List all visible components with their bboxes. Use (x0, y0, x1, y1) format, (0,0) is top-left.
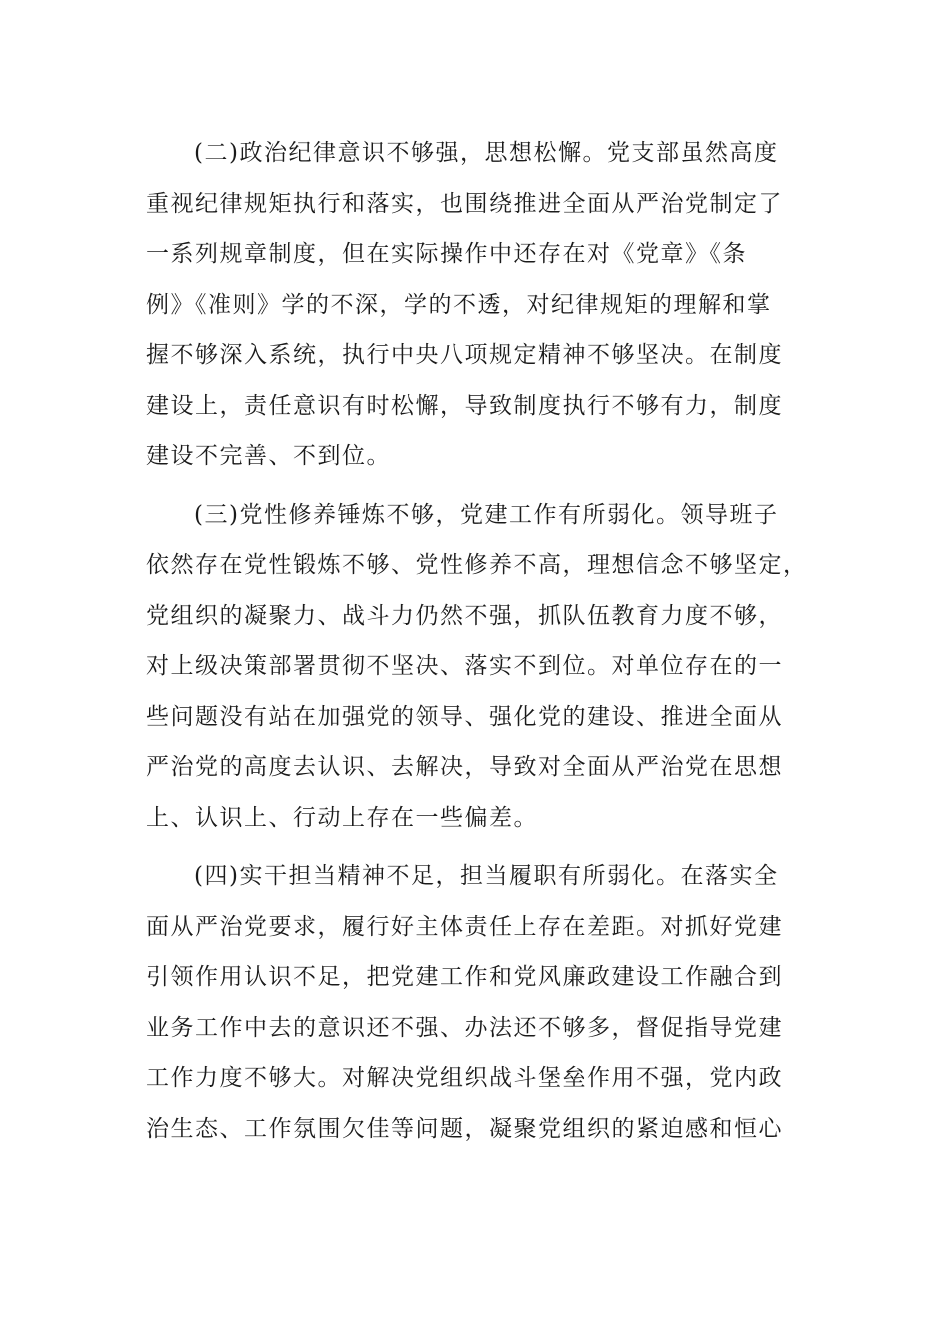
text-line: 建设不完善、不到位。 (146, 443, 391, 469)
text-line: 重视纪律规矩执行和落实，也围绕推进全面从严治党制定了 (146, 190, 783, 217)
text-line: 建设上，责任意识有时松懈，导致制度执行不够有力，制度 (146, 392, 783, 419)
text-line: 些问题没有站在加强党的领导、强化党的建设、推进全面从 (146, 703, 783, 730)
text-line: 例》《准则》学的不深，学的不透，对纪律规矩的理解和掌 (146, 291, 772, 318)
text-line: (二)政治纪律意识不够强，思想松懈。党支部虽然高度 (194, 140, 779, 166)
paragraph-responsibility (146, 851, 796, 1154)
paragraph-spacer (146, 843, 796, 851)
paragraph-party-spirit (146, 490, 808, 844)
text-line: 对上级决策部署贯彻不坚决、落实不到位。对单位存在的一 (146, 653, 783, 679)
text-line: (四)实干担当精神不足，担当履职有所弱化。在落实全 (194, 863, 779, 889)
text-line: (三)党性修养锤炼不够，党建工作有所弱化。领导班子 (194, 501, 779, 528)
text-line: 依然存在党性锻炼不够、党性修养不高，理想信念不够坚定， (146, 552, 808, 578)
text-line: 治生态、工作氛围欠佳等问题，凝聚党组织的紧迫感和恒心 (146, 1115, 783, 1142)
paragraph-spacer (146, 482, 796, 490)
text-line: 党组织的凝聚力、战斗力仍然不强，抓队伍教育力度不够， (146, 602, 783, 629)
text-line: 握不够深入系统，执行中央八项规定精神不够坚决。在制度 (146, 342, 783, 368)
text-line: 工作力度不够大。对解决党组织战斗堡垒作用不强，党内政 (146, 1065, 783, 1091)
text-line: 严治党的高度去认识、去解决，导致对全面从严治党在思想 (146, 754, 783, 780)
text-line: 面从严治党要求，履行好主体责任上存在差距。对抓好党建 (146, 913, 783, 940)
paragraph-political-discipline (146, 128, 796, 482)
text-line: 引领作用认识不足，把党建工作和党风廉政建设工作融合到 (146, 964, 783, 990)
text-line: 上、认识上、行动上存在一些偏差。 (146, 804, 538, 831)
text-line: 一系列规章制度，但在实际操作中还存在对《党章》《条 (146, 241, 747, 267)
text-line: 业务工作中去的意识还不强、办法还不够多，督促指导党建 (146, 1014, 783, 1041)
document-body (146, 128, 808, 1154)
